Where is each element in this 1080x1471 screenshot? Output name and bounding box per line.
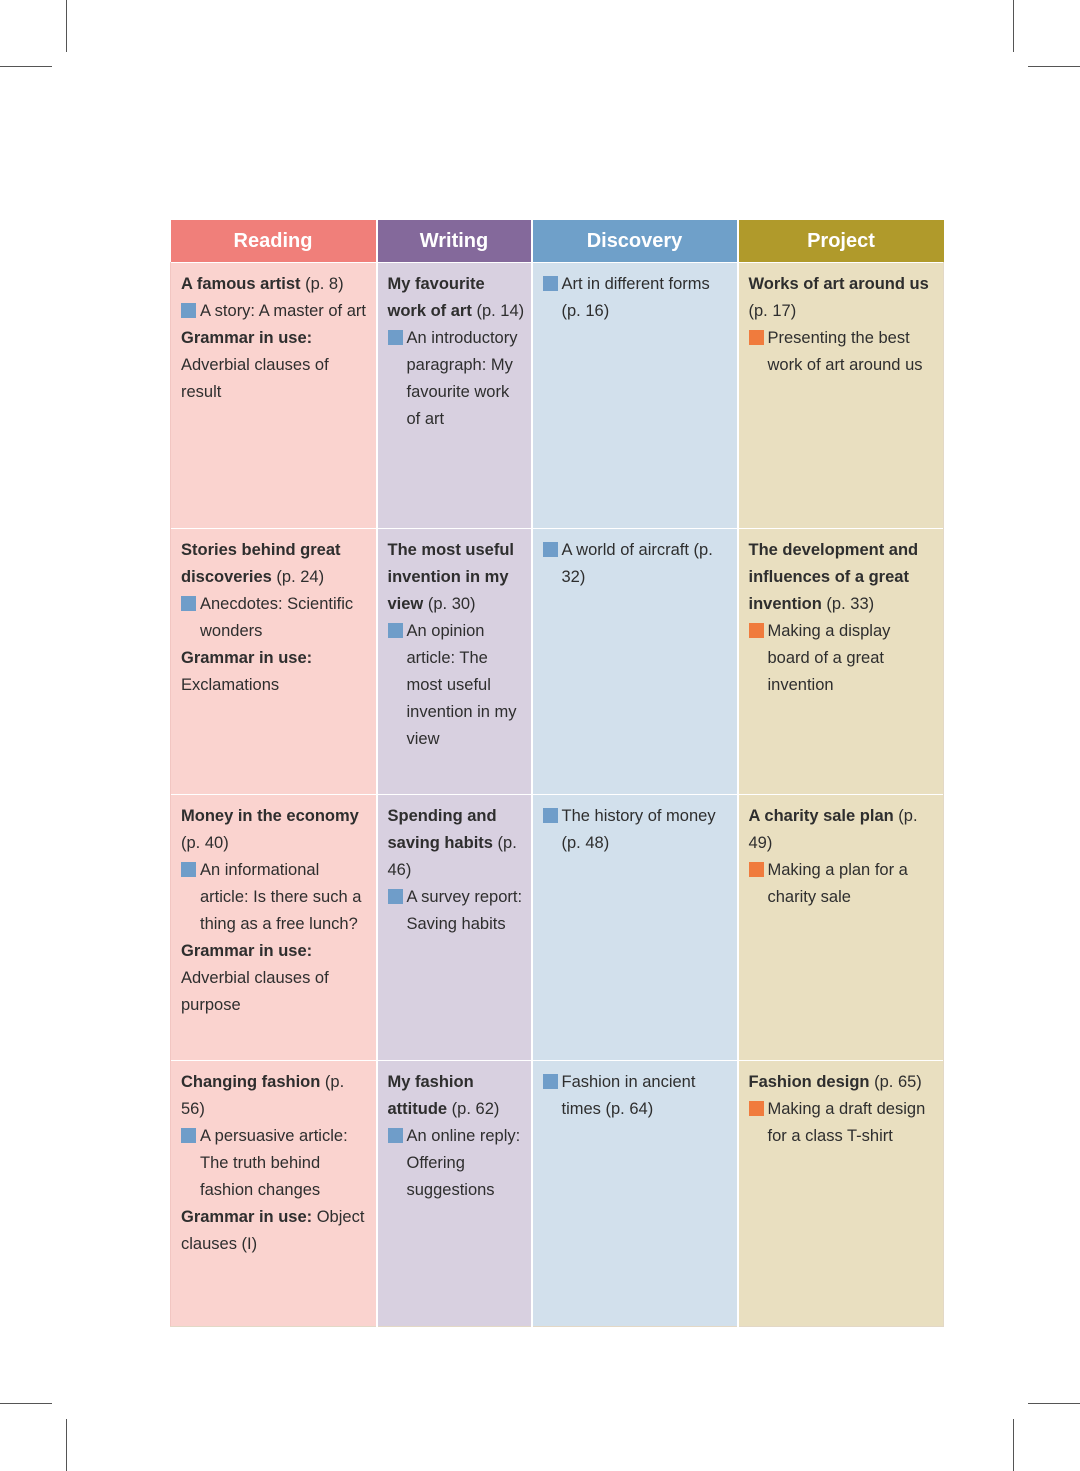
blue-square-icon (181, 862, 196, 877)
project-item (749, 857, 938, 911)
project-title-line (749, 537, 938, 618)
writing-title-line (388, 537, 525, 618)
project-cell (738, 529, 944, 795)
grammar-label: Grammar in use: (181, 329, 313, 347)
orange-square-icon (749, 862, 764, 877)
writing-title: The most useful invention in my view (387, 541, 515, 613)
project-title: Fashion design (748, 1073, 870, 1091)
unit-row (171, 1061, 944, 1327)
unit-row (171, 263, 944, 529)
project-title: Works of art around us (748, 275, 929, 293)
writing-title: Spending and saving habits (387, 807, 497, 852)
reading-cell (171, 529, 377, 795)
writing-header: Writing (377, 220, 532, 263)
project-item (749, 325, 938, 379)
project-item (749, 1096, 938, 1150)
writing-page: (p. 30) (423, 595, 476, 613)
writing-page: (p. 14) (471, 302, 525, 320)
project-title: The development and influences of a great invention (748, 541, 919, 613)
project-item (749, 618, 938, 699)
project-cell (738, 1061, 944, 1327)
project-title-line (749, 803, 938, 857)
discovery-item-text: Art in different forms (p. 16) (561, 275, 710, 320)
reading-cell (171, 1061, 377, 1327)
reading-title: Changing fashion (181, 1073, 321, 1091)
reading-title: Stories behind great discoveries (181, 541, 341, 586)
writing-page: (p. 62) (447, 1100, 500, 1118)
crop-mark (66, 0, 67, 52)
reading-item (181, 857, 370, 938)
blue-square-icon (181, 303, 196, 318)
discovery-item-text: Fashion in ancient times (p. 64) (561, 1073, 696, 1118)
blue-square-icon (543, 276, 558, 291)
writing-item (388, 884, 525, 938)
reading-header: Reading (171, 220, 377, 263)
grammar-text: Exclamations (181, 676, 280, 694)
writing-item-text: An opinion article: The most useful invention in my view (406, 622, 517, 748)
writing-title-line (388, 1069, 525, 1123)
writing-cell (377, 1061, 532, 1327)
project-cell (738, 263, 944, 529)
discovery-item (543, 803, 731, 857)
project-page: (p. 49) (748, 807, 918, 852)
crop-mark (0, 66, 52, 67)
writing-item (388, 1123, 525, 1204)
blue-square-icon (181, 1128, 196, 1143)
grammar-line (181, 1204, 370, 1258)
grammar-text: Adverbial clauses of result (181, 356, 329, 401)
crop-mark (1013, 1419, 1014, 1471)
crop-mark (1013, 0, 1014, 52)
writing-cell (377, 795, 532, 1061)
project-item-text: Presenting the best work of art around us (767, 329, 923, 374)
reading-item-text: Anecdotes: Scientific wonders (200, 595, 354, 640)
writing-item (388, 618, 525, 753)
blue-square-icon (543, 1074, 558, 1089)
orange-square-icon (749, 623, 764, 638)
discovery-cell (532, 795, 738, 1061)
writing-item-text: An online reply: Offering suggestions (406, 1127, 521, 1199)
reading-item-text: A persuasive article: The truth behind fashion changes (200, 1127, 348, 1199)
writing-title: My fashion attitude (387, 1073, 474, 1118)
reading-item-text: An informational article: Is there such a thing as a free lunch? (200, 861, 362, 933)
discovery-cell (532, 1061, 738, 1327)
crop-mark (1028, 1403, 1080, 1404)
project-page: (p. 17) (748, 302, 797, 320)
writing-item (388, 325, 525, 433)
reading-item (181, 1123, 370, 1204)
reading-page: (p. 24) (271, 568, 325, 586)
writing-item-text: An introductory paragraph: My favourite work of art (406, 329, 518, 428)
reading-page: (p. 40) (181, 834, 229, 852)
project-title-line (749, 271, 938, 325)
project-item-text: Making a draft design for a class T-shirt (767, 1100, 926, 1145)
discovery-item-text: A world of aircraft (p. 32) (561, 541, 713, 586)
blue-square-icon (543, 808, 558, 823)
orange-square-icon (749, 330, 764, 345)
discovery-cell (532, 263, 738, 529)
writing-title-line (388, 803, 525, 884)
blue-square-icon (388, 330, 403, 345)
discovery-item (543, 537, 731, 591)
reading-page: (p. 56) (181, 1073, 345, 1118)
crop-mark (0, 1403, 52, 1404)
discovery-item (543, 1069, 731, 1123)
reading-item-text: A story: A master of art (200, 302, 366, 320)
project-item-text: Making a display board of a great invention (767, 622, 891, 694)
discovery-header: Discovery (532, 220, 738, 263)
writing-cell (377, 263, 532, 529)
writing-item-text: A survey report: Saving habits (406, 888, 523, 933)
crop-mark (66, 1419, 67, 1471)
reading-title-line (181, 271, 370, 298)
reading-item (181, 298, 370, 325)
writing-title: My favourite work of art (387, 275, 485, 320)
unit-row (171, 529, 944, 795)
contents-table (170, 220, 944, 1327)
discovery-cell (532, 529, 738, 795)
blue-square-icon (543, 542, 558, 557)
project-title-line (749, 1069, 938, 1096)
discovery-item-text: The history of money (p. 48) (561, 807, 716, 852)
grammar-text: Object clauses (I) (181, 1208, 365, 1253)
reading-title-line (181, 537, 370, 591)
project-cell (738, 795, 944, 1061)
blue-square-icon (181, 596, 196, 611)
writing-cell (377, 529, 532, 795)
blue-square-icon (388, 623, 403, 638)
grammar-label: Grammar in use: (181, 942, 313, 960)
reading-cell (171, 795, 377, 1061)
project-page: (p. 65) (869, 1073, 922, 1091)
project-item-text: Making a plan for a charity sale (767, 861, 908, 906)
crop-mark (1028, 66, 1080, 67)
project-title: A charity sale plan (748, 807, 894, 825)
header-row (171, 220, 944, 263)
grammar-label: Grammar in use: (181, 1208, 313, 1226)
discovery-item (543, 271, 731, 325)
writing-title-line (388, 271, 525, 325)
reading-page: (p. 8) (300, 275, 344, 293)
reading-cell (171, 263, 377, 529)
reading-title-line (181, 803, 370, 857)
reading-title-line (181, 1069, 370, 1123)
project-page: (p. 33) (821, 595, 875, 613)
writing-page: (p. 46) (387, 834, 517, 879)
reading-title: Money in the economy (181, 807, 359, 825)
blue-square-icon (388, 889, 403, 904)
project-header: Project (738, 220, 944, 263)
reading-title: A famous artist (181, 275, 301, 293)
grammar-text: Adverbial clauses of purpose (181, 969, 329, 1014)
unit-row (171, 795, 944, 1061)
grammar-label: Grammar in use: (181, 649, 313, 667)
blue-square-icon (388, 1128, 403, 1143)
orange-square-icon (749, 1101, 764, 1116)
reading-item (181, 591, 370, 645)
